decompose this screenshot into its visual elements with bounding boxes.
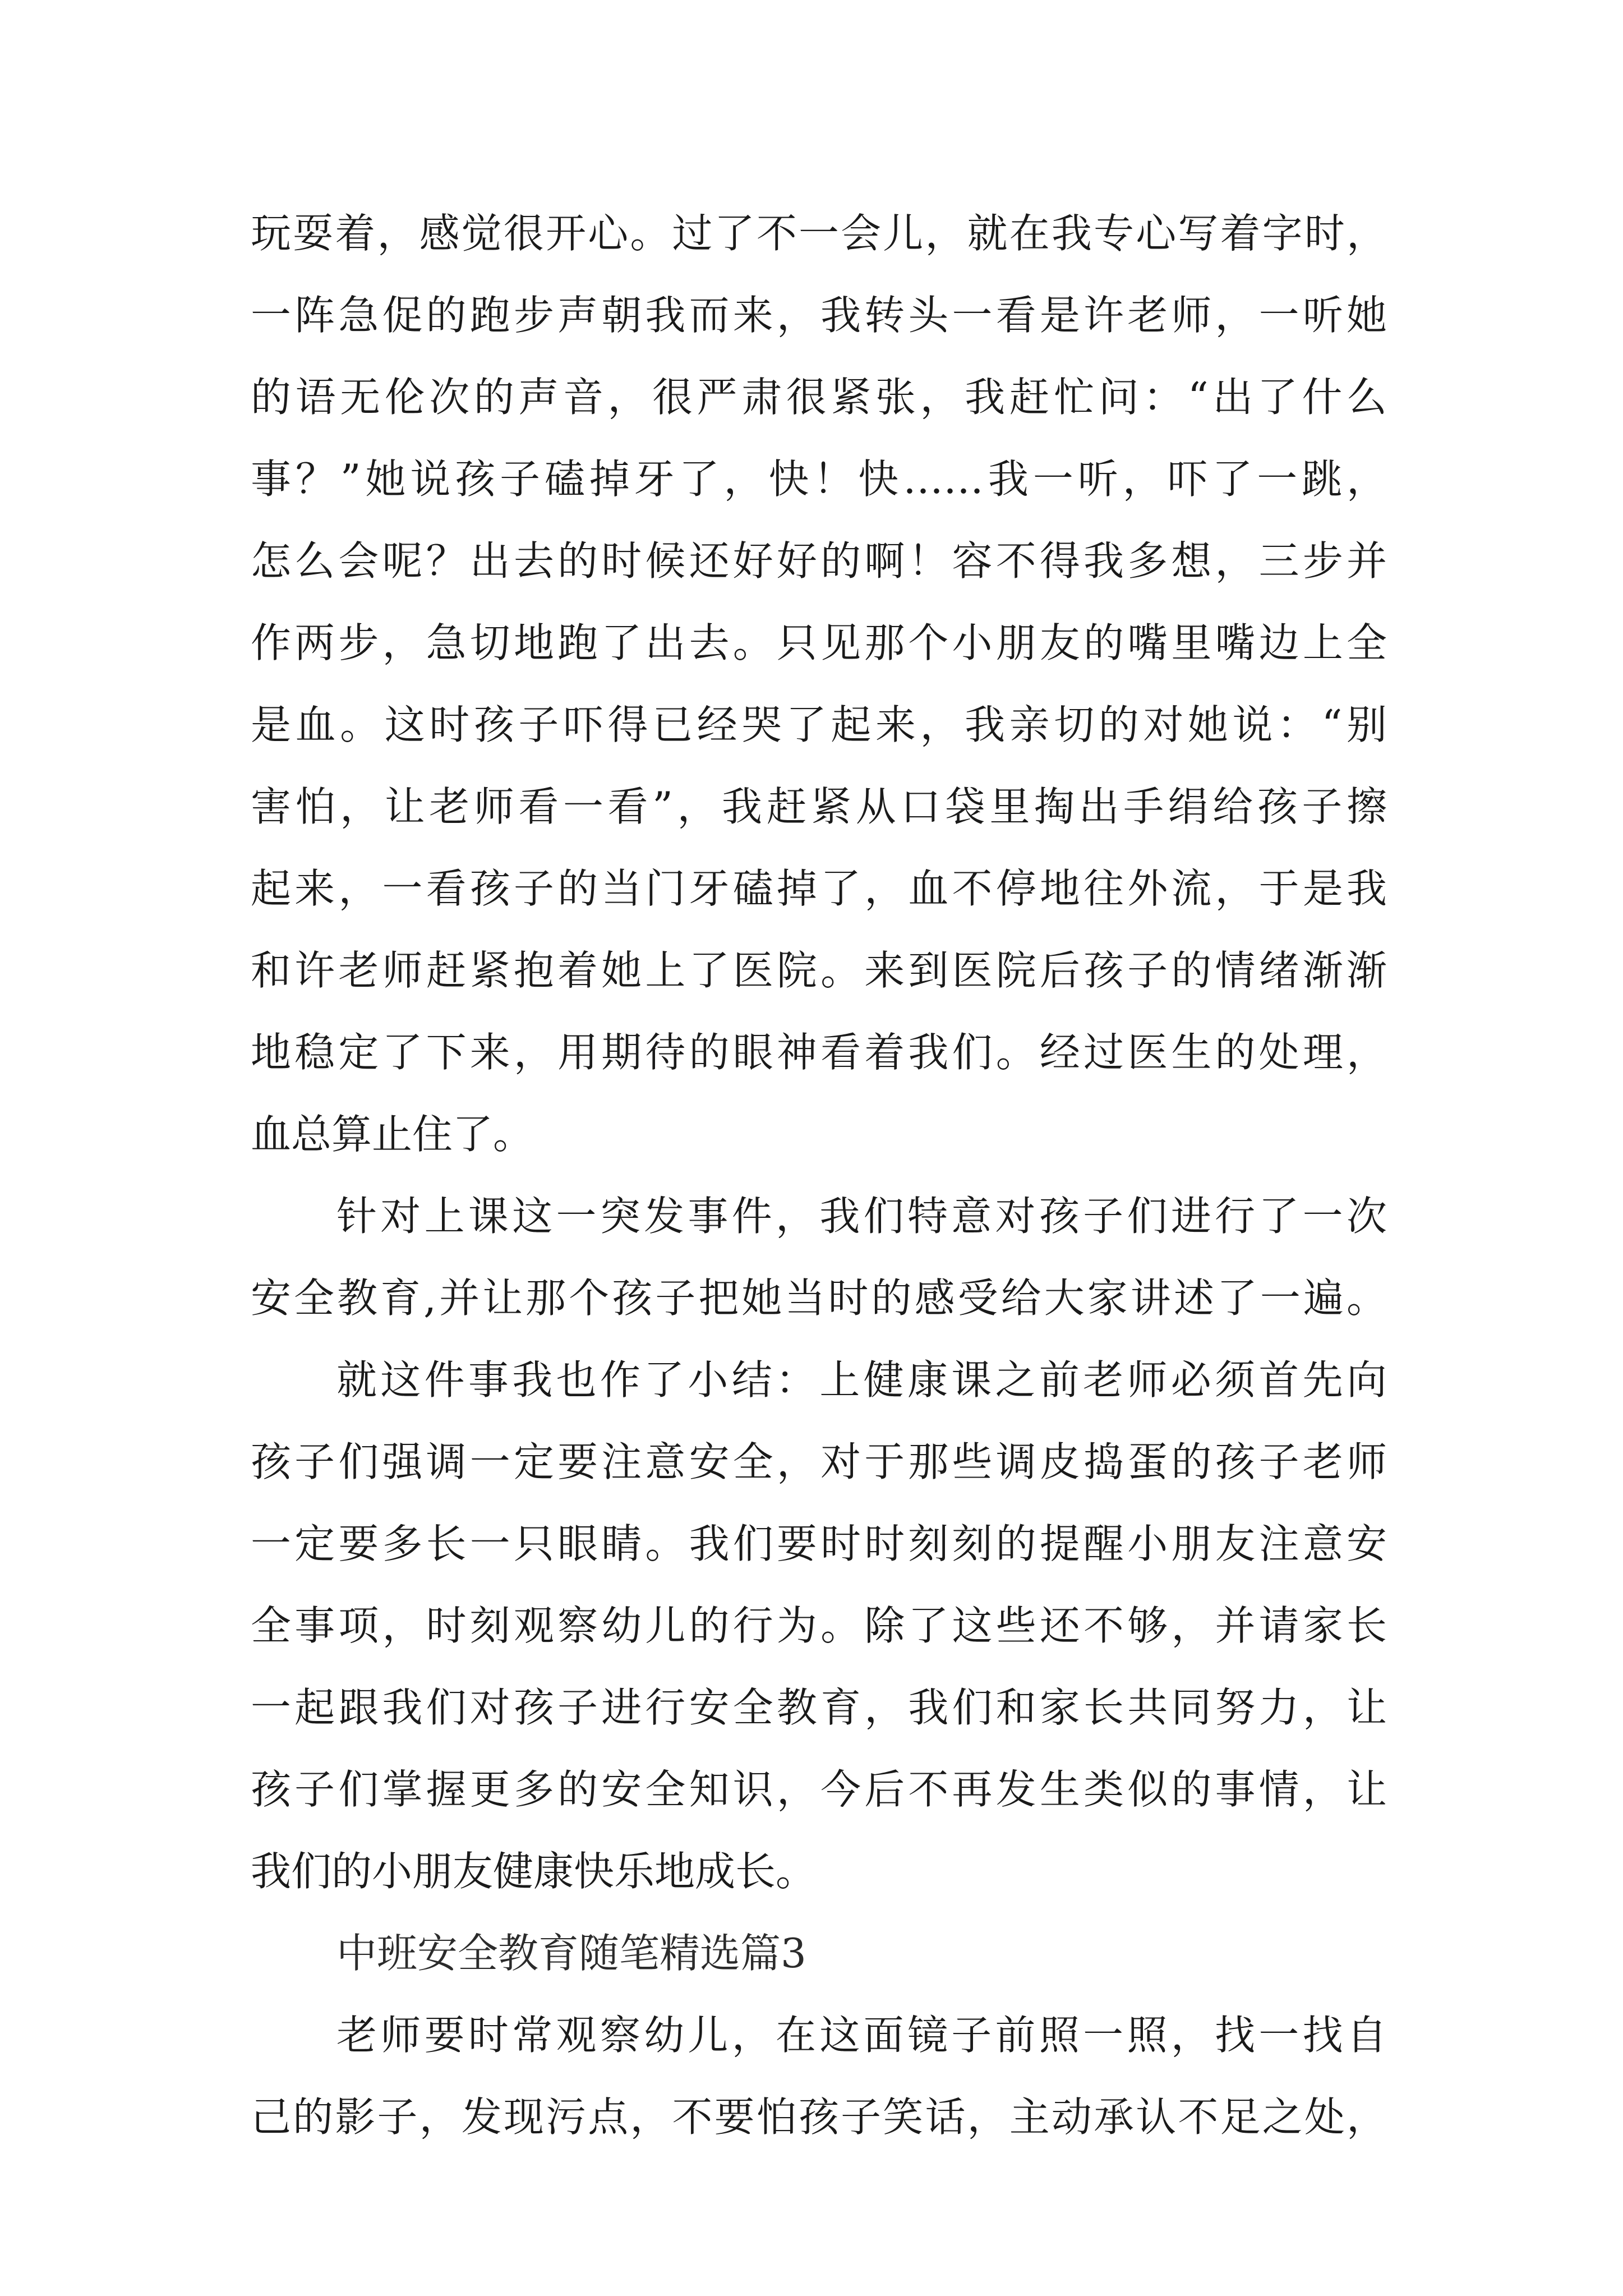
text-line: 我们的小朋友健康快乐地成长。: [251, 1848, 817, 1895]
text-line: 怎么会呢？出去的时候还好好的啊！容不得我多想，三步并: [251, 537, 1387, 585]
text-line: 的语无伦次的声音，很严肃很紧张，我赶忙问：“出了什么: [251, 374, 1387, 421]
text-line: 一起跟我们对孩子进行安全教育，我们和家长共同努力，让: [251, 1684, 1387, 1731]
text-line: 害怕，让老师看一看”，我赶紧从口袋里掏出手绢给孩子擦: [251, 783, 1387, 830]
text-line: 孩子们掌握更多的安全知识，今后不再发生类似的事情，让: [251, 1766, 1387, 1813]
text-line: 老师要时常观察幼儿，在这面镜子前照一照，找一找自: [336, 2012, 1387, 2059]
document-body: [251, 192, 1387, 2158]
text-line: 是血。这时孩子吓得已经哭了起来，我亲切的对她说：“别: [251, 701, 1387, 748]
text-line: 安全教育,并让那个孩子把她当时的感受给大家讲述了一遍。: [251, 1274, 1387, 1322]
paragraph: [251, 1339, 1387, 1912]
text-line: 作两步，急切地跑了出去。只见那个小朋友的嘴里嘴边上全: [251, 619, 1387, 666]
text-line: 事？”她说孩子磕掉牙了，快！快……我一听，吓了一跳，: [251, 455, 1387, 503]
text-line: 起来，一看孩子的当门牙磕掉了，血不停地往外流，于是我: [251, 865, 1387, 912]
text-line: 地稳定了下来，用期待的眼神看着我们。经过医生的处理，: [251, 1029, 1387, 1076]
paragraph: [251, 1994, 1387, 2158]
text-line: 针对上课这一突发事件，我们特意对孩子们进行了一次: [336, 1193, 1387, 1240]
text-line: 孩子们强调一定要注意安全，对于那些调皮捣蛋的孩子老师: [251, 1438, 1387, 1485]
text-line: 玩耍着，感觉很开心。过了不一会儿，就在我专心写着字时，: [251, 210, 1387, 257]
text-line: 血总算止住了。: [251, 1111, 534, 1158]
text-line: 一定要多长一只眼睛。我们要时时刻刻的提醒小朋友注意安: [251, 1520, 1387, 1567]
text-line: 和许老师赶紧抱着她上了医院。来到医院后孩子的情绪渐渐: [251, 947, 1387, 994]
text-line: 一阵急促的跑步声朝我而来，我转头一看是许老师，一听她: [251, 292, 1387, 339]
paragraph: [251, 1175, 1387, 1339]
section-heading: 中班安全教育随笔精选篇3: [336, 1930, 806, 1977]
text-line: 全事项，时刻观察幼儿的行为。除了这些还不够，并请家长: [251, 1602, 1387, 1649]
text-line: 己的影子，发现污点，不要怕孩子笑话，主动承认不足之处，: [251, 2093, 1387, 2141]
paragraph: [251, 192, 1387, 1175]
text-line: 就这件事我也作了小结：上健康课之前老师必须首先向: [336, 1356, 1387, 1404]
